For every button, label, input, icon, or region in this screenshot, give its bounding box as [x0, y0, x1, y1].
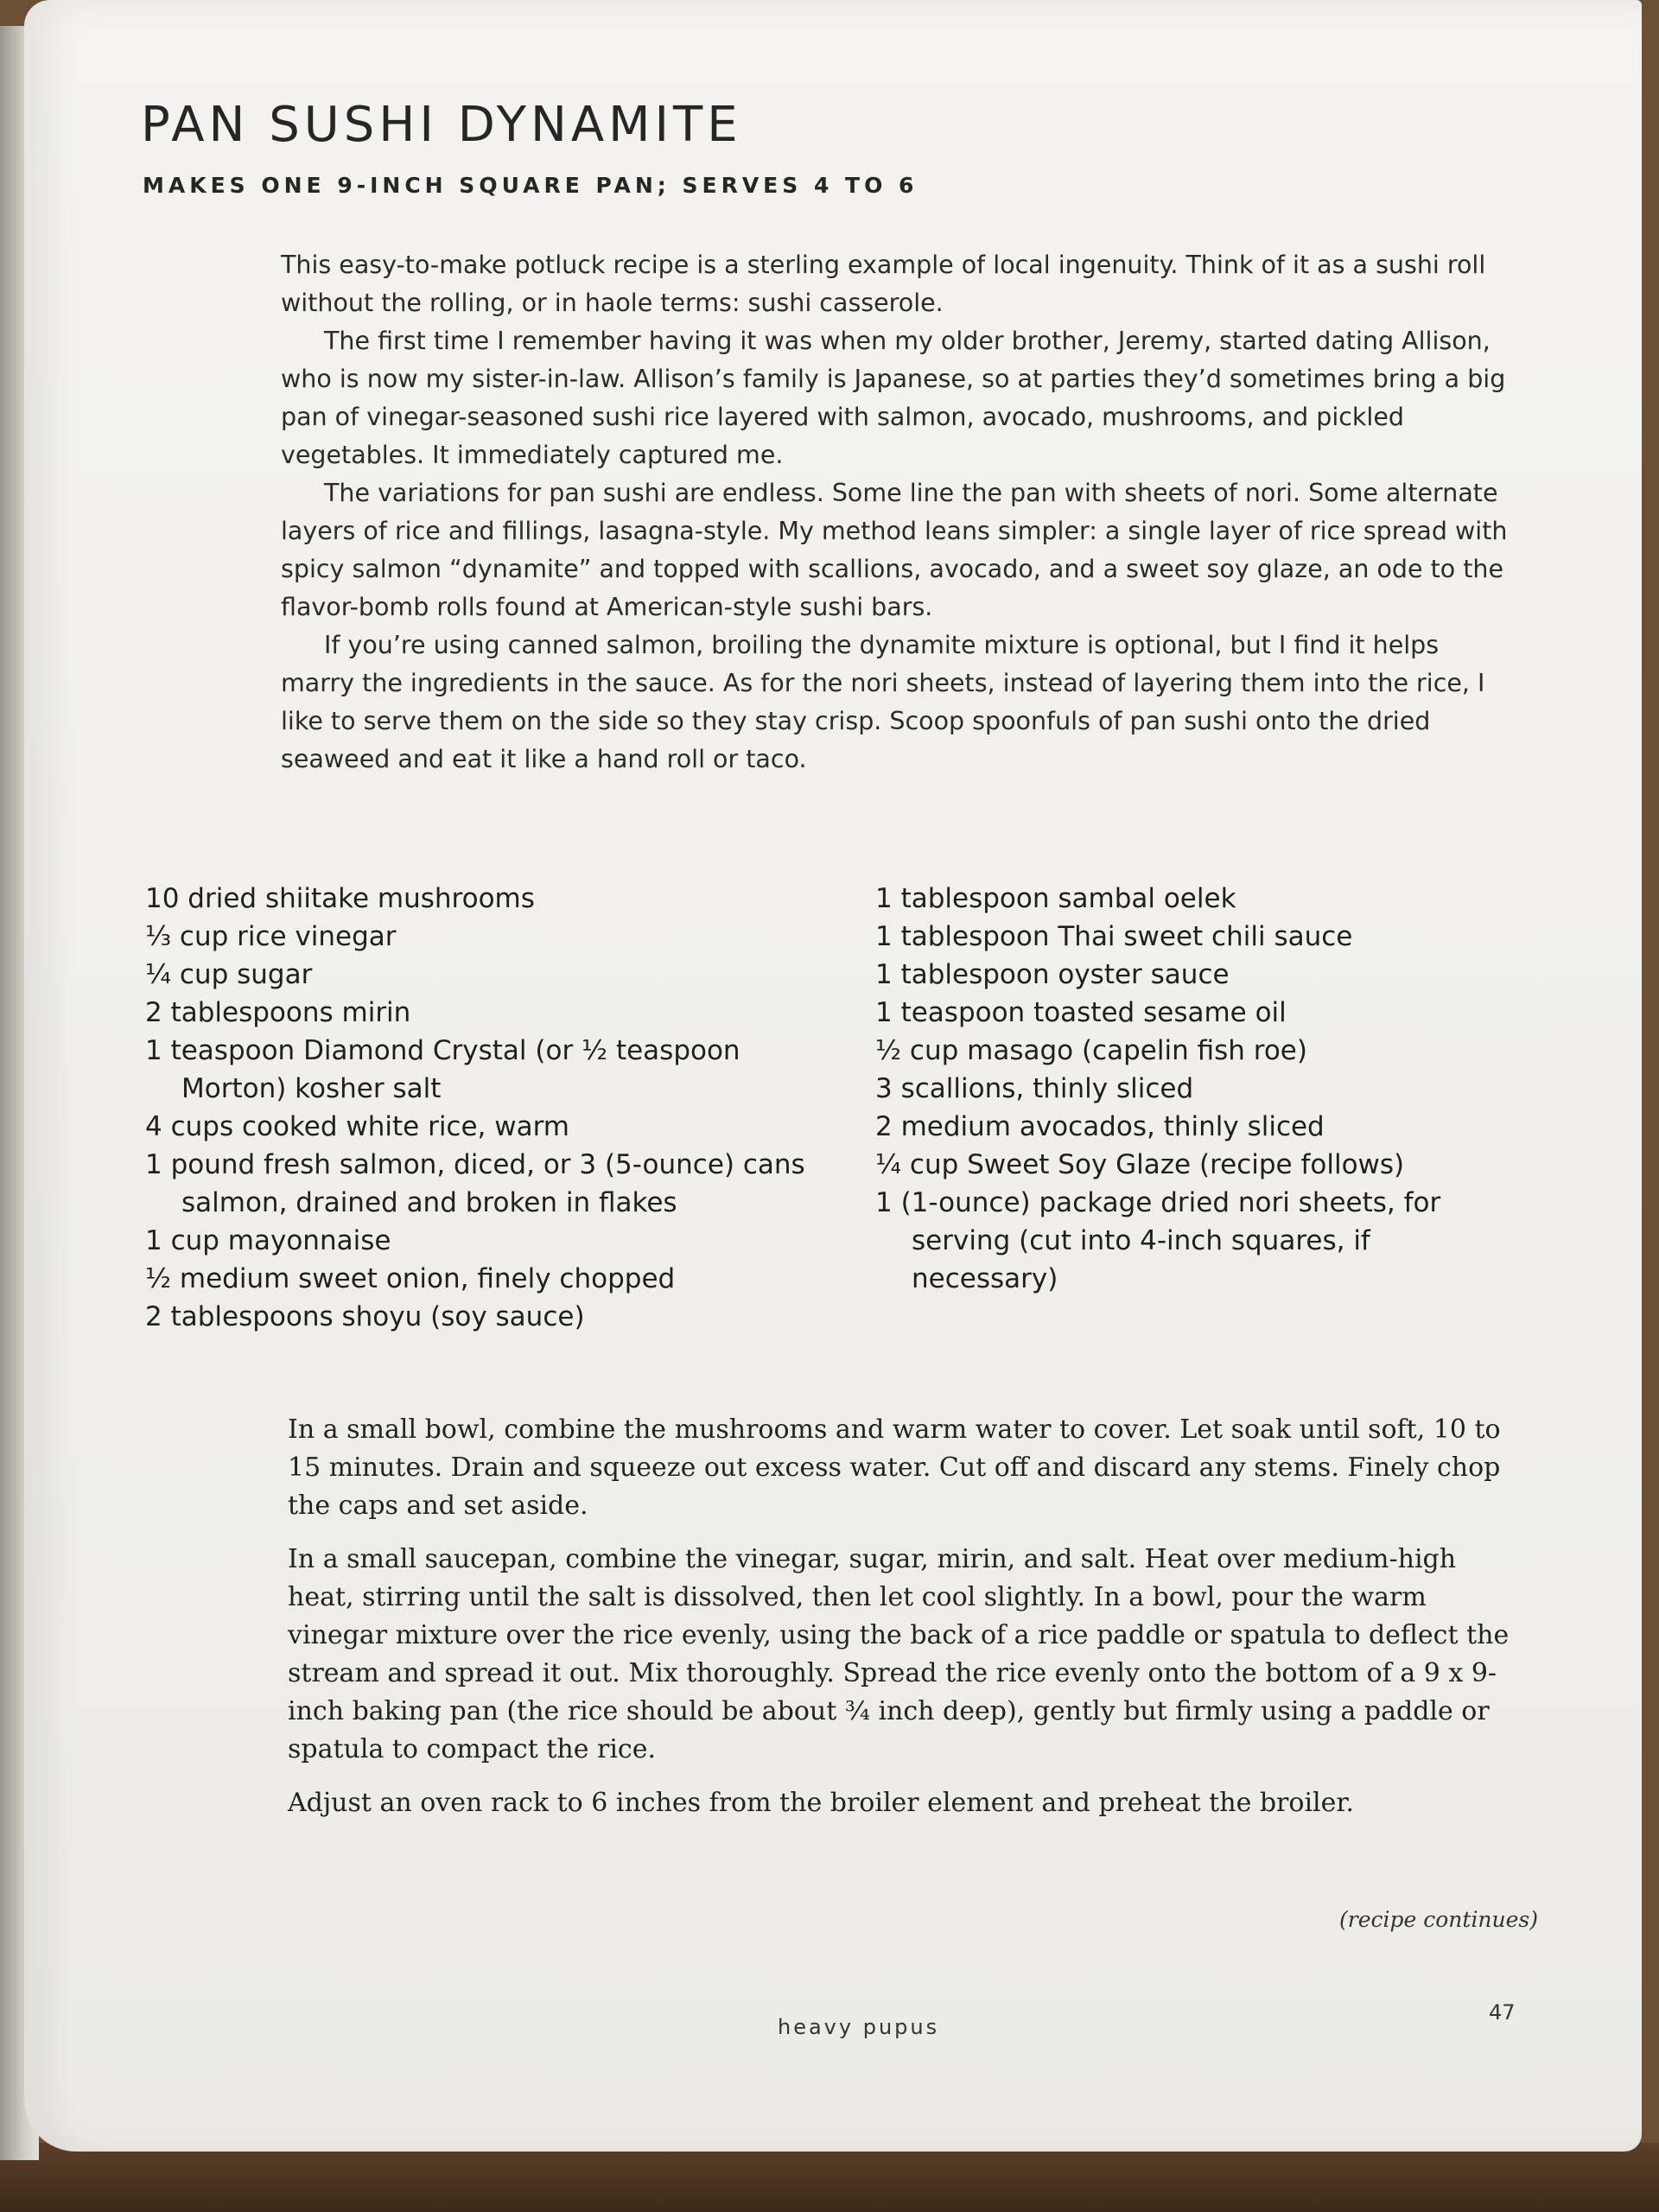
ingredient-item: 4 cups cooked white rice, warm: [145, 1111, 570, 1142]
ingredient-item: 1 teaspoon toasted sesame oil: [875, 997, 1287, 1028]
ingredient-item: ⅓ cup rice vinegar: [145, 921, 397, 952]
intro-paragraph: This easy-to-make potluck recipe is a sterling example of local ingenuity. Think of it as a sushi roll without the rolling, or in haole terms: sushi casserole.: [281, 251, 1486, 317]
ingredient-item: 1 pound fresh salmon, diced, or 3 (5-ounce) cans salmon, drained and broken in flakes: [145, 1149, 805, 1218]
ingredient-list-right: [875, 880, 1480, 1298]
method-step: In a small bowl, combine the mushrooms and warm water to cover. Let soak until soft, 10 to 15 minutes. Drain and squeeze out excess water. Cut off and discard any stems. Finely chop the caps and set aside.: [288, 1414, 1501, 1521]
ingredient-item: 3 scallions, thinly sliced: [875, 1073, 1194, 1104]
ingredient-item: 2 tablespoons mirin: [145, 997, 411, 1028]
book-page: [24, 0, 1642, 2152]
chapter-footer: heavy pupus: [778, 2015, 940, 2039]
recipe-title: PAN SUSHI DYNAMITE: [141, 97, 742, 153]
ingredient-list-left: [145, 880, 819, 1336]
recipe-intro: [281, 246, 1516, 779]
ingredient-item: ½ cup masago (capelin fish roe): [875, 1035, 1307, 1066]
recipe-continues-note: (recipe continues): [1339, 1907, 1539, 1932]
ingredient-item: 2 tablespoons shoyu (soy sauce): [145, 1301, 585, 1332]
page-number: 47: [1489, 2000, 1516, 2024]
method-step: In a small saucepan, combine the vinegar, sugar, mirin, and salt. Heat over medium-high heat, stirring until the salt is dissolved, then let cool slightly. In a bowl, pour the warm vinegar mixture over the rice evenly, using the back of a rice paddle or spatula to deflect the stream and spread it out. Mix thoroughly. Spread the rice evenly onto the bottom of a 9 x 9-inch baking pan (the rice should be about ¾ inch deep), gently but firmly using a paddle or spatula to compact the rice.: [288, 1544, 1510, 1764]
ingredient-item: ½ medium sweet onion, finely chopped: [145, 1263, 676, 1294]
ingredient-item: 1 tablespoon Thai sweet chili sauce: [875, 921, 1353, 952]
intro-paragraph: The first time I remember having it was when my older brother, Jeremy, started dating Allison, who is now my sister-in-law. Allison’s family is Japanese, so at parties they’d sometimes bring a big pan of vinegar-seasoned sushi rice layered with salmon, avocado, mushrooms, and pickled vegetables. It immediately captured me.: [281, 327, 1506, 469]
intro-paragraph: If you’re using canned salmon, broiling the dynamite mixture is optional, but I find it helps marry the ingredients in the sauce. As for the nori sheets, instead of layering them into the rice, I like to serve them on the side so they stay crisp. Scoop spoonfuls of pan sushi onto the dried seaweed and eat it like a hand roll or taco.: [281, 631, 1485, 773]
ingredient-item: 1 (1-ounce) package dried nori sheets, for serving (cut into 4-inch squares, if necessary): [875, 1187, 1441, 1294]
recipe-method: [288, 1411, 1523, 1838]
ingredient-item: ¼ cup Sweet Soy Glaze (recipe follows): [875, 1149, 1405, 1180]
ingredient-item: 1 tablespoon oyster sauce: [875, 959, 1230, 990]
ingredient-item: 1 cup mayonnaise: [145, 1225, 391, 1256]
ingredient-item: 10 dried shiitake mushrooms: [145, 883, 535, 914]
ingredient-item: 2 medium avocados, thinly sliced: [875, 1111, 1325, 1142]
method-step: Adjust an oven rack to 6 inches from the broiler element and preheat the broiler.: [288, 1788, 1354, 1818]
ingredient-item: 1 teaspoon Diamond Crystal (or ½ teaspoon Morton) kosher salt: [145, 1035, 741, 1104]
recipe-yield: MAKES ONE 9-INCH SQUARE PAN; SERVES 4 TO 6: [143, 173, 918, 198]
ingredient-item: 1 tablespoon sambal oelek: [875, 883, 1236, 914]
intro-paragraph: The variations for pan sushi are endless. Some line the pan with sheets of nori. Some alternate layers of rice and fillings, lasagna-style. My method leans simpler: a single layer of rice spread with spicy salmon “dynamite” and topped with scallions, avocado, and a sweet soy glaze, an ode to the flavor-bomb rolls found at American-style sushi bars.: [281, 479, 1508, 621]
table-surface: [0, 2143, 1659, 2212]
ingredient-item: ¼ cup sugar: [145, 959, 313, 990]
